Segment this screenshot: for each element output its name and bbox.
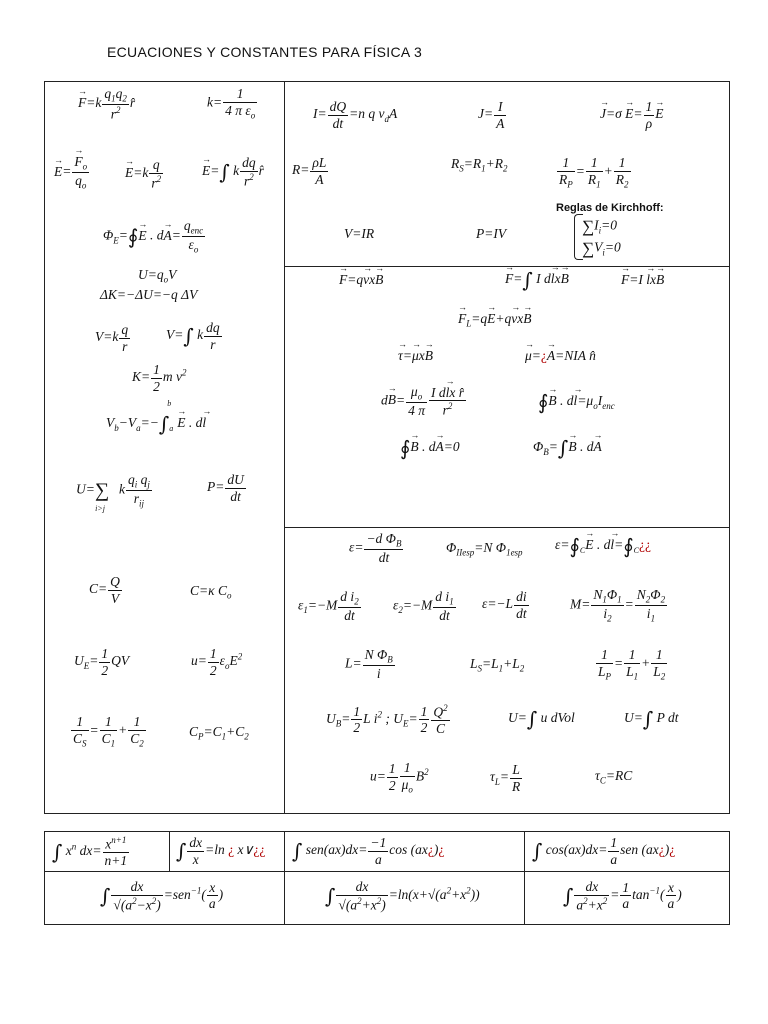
lorentz-force: → $F_L=q\to E+q\to vx\to B$: [458, 312, 532, 329]
integral-sine: ∫ sen(ax)dx= $\frac{-1}{a}$ cos (ax¿)¿: [292, 835, 445, 867]
page-title: ECUACIONES Y CONSTANTES PARA FÍSICA 3: [107, 44, 423, 60]
parallel-inductors: $\frac{1}{L_P}$ = $\frac{1}{L_1}$ + $\frac{1}{L_2}$: [598, 647, 666, 682]
k-constant: k= $\frac{1}{4 \pi \varepsilon_o}$: [207, 86, 256, 121]
parallel-capacitors: $C_P=C_1+C_2$: [189, 724, 249, 742]
potential-energy: $U=q_oV$: [138, 267, 177, 285]
series-resistors: $R_S=R_1+R_2$: [451, 156, 508, 174]
magnetism-divider: [284, 527, 730, 528]
self-emf: ε=−L $\frac{di}{dt}$: [482, 589, 527, 621]
main-column-divider: [284, 81, 285, 814]
integral-arctan: ∫ $\frac{dx}{a^2+x^2}$ = $\frac{1}{a}$ $\tan^{-1}$( $\frac{x}{a}$ ): [563, 879, 682, 913]
field-from-force: → E= → $\frac{F_o}{q_o}$: [54, 154, 90, 191]
stored-energies: $U_B=$ $\frac{1}{2}$ L $i^2$ ; $U_E=$ $\frac{1}{2}$ $\frac{Q^2}{C}$: [326, 703, 448, 737]
integral-power-rule: ∫ $x^n$ dx= $\frac{x^{n+1}}{n+1}$: [52, 835, 128, 869]
energy-integral: U=∫ u dVol: [508, 707, 575, 731]
tau-L: $\tau_L=$ $\frac{L}{R}$: [490, 762, 521, 794]
current: I= $\frac{dQ}{dt}$ =n q $v_dA$: [313, 99, 398, 131]
electric-power: P=IV: [476, 226, 507, 241]
wire-force: → F=I → lx→ B: [621, 273, 664, 287]
coulomb-force: → F=k $\frac{q_1q_2}{r^2}$ r̂: [78, 86, 135, 122]
magnetic-moment: → μ=¿→ A=NIA n̂: [525, 349, 596, 363]
point-field: → E=k $\frac{q}{r^2}$: [125, 157, 164, 191]
power: P= $\frac{dU}{dt}$: [207, 472, 244, 504]
system-energy: $U=\sum_{i>j}k$ $\frac{q_i q_j}{r_{ij}}$: [76, 472, 150, 514]
integral-arcsine: ∫ $\frac{dx}{√(a^2-x^2)}$ =sen$^{-1}$( $\frac{x}{a}$ ): [100, 879, 224, 913]
integrals-col-divider-2: [284, 831, 285, 925]
integral-log-root: ∫ $\frac{dx}{√(a^2+x^2)}$ $=\ln(x+√(a^2+x^2))$: [325, 879, 480, 913]
power-integral: U=∫ P dt: [624, 707, 679, 731]
parallel-resistors: $\frac{1}{R_P}$ = $\frac{1}{R_1}$ + $\frac{1}{R_2}$: [559, 155, 629, 190]
kirchhoff-current: $\sum I_i=0$: [582, 217, 618, 236]
series-capacitors: $\frac{1}{C_S}$ = $\frac{1}{C_1}$ + $\frac{1}{C_2}$: [73, 714, 144, 749]
mutual-emf-2: $\varepsilon_2=-M$ $\frac{d i_1}{dt}$: [393, 589, 454, 624]
integral-potential: V=∫ k $\frac{dq}{r}$: [166, 320, 220, 352]
point-potential: V=k $\frac{q}{r}$: [95, 322, 129, 354]
kirchhoff-label: Reglas de Kirchhoff:: [556, 202, 664, 214]
dielectric: C=κ $C_o$: [190, 583, 232, 601]
mutual-emf-1: $\varepsilon_1=-M$ $\frac{d i_2}{dt}$: [298, 589, 359, 624]
kirchhoff-voltage: $\sum V_i=0$: [582, 239, 621, 258]
magnetic-energy-density: u= $\frac{1}{2}$ $\frac{1}{\mu_o}$ $B^2$: [370, 760, 429, 795]
wire-force-integral: → F=∫ I d→ lx→ B: [505, 270, 569, 290]
integral-cosine: ∫ cos(ax)dx= $\frac{1}{a}$ sen (ax¿)¿: [532, 835, 676, 867]
torque: → τ=→ μx→ B: [398, 349, 433, 363]
integral-field: → E=∫ k $\frac{dq}{r^2}$ r̂: [202, 155, 264, 189]
inductance: L= $\frac{N \Phi_B}{i}$: [345, 647, 393, 682]
integrals-col-divider-1: [169, 831, 170, 871]
potential-difference: $V_b-V_a=-\int_a^b\to E$ . d→ l: [106, 414, 206, 434]
integrals-row-divider: [44, 871, 730, 872]
faraday-law: ε= $\frac{-d \Phi_B}{dt}$: [349, 531, 402, 566]
ohm-micro: → J=σ → E= $\frac{1}{\rho}$ → E: [600, 99, 664, 131]
ampere-law: ∮→ B . $d\to l=\mu_oI_{enc}$: [538, 392, 615, 412]
series-inductors: $L_S=L_1+L_2$: [470, 656, 525, 674]
capacitance: C= $\frac{Q}{V}$: [89, 574, 120, 606]
resistance: R= $\frac{\rho L}{A}$: [292, 155, 327, 187]
capacitor-energy: $U_E=$ $\frac{1}{2}$ QV: [74, 646, 130, 678]
gauss-magnetism: ∮→ B . d→ A=0: [400, 438, 460, 458]
integrals-col-divider-3: [524, 831, 525, 925]
integral-log-rule: ∫ $\frac{dx}{x}$ =ln ¿ x∨¿¿: [176, 835, 266, 867]
tau-C: $\tau_C=RC$: [595, 768, 633, 786]
gauss-law: $\Phi_E=∮\to E$ . d→ A= $\frac{q_{enc}}{\varepsilon_o}$: [103, 218, 206, 255]
ohm-law: V=IR: [344, 226, 375, 241]
biot-savart: d→ B= $\frac{\mu_o}{4 \pi}$ $\frac{\text{I d→ lx r̂}}{r^2}$: [381, 384, 467, 419]
current-density: J= $\frac{I}{A}$: [478, 99, 505, 131]
magnetic-flux: $\Phi_B=\int\to B$ . d→ A: [533, 438, 602, 458]
kinetic-energy: K= $\frac{1}{2}$ m $v^2$: [132, 362, 187, 394]
mutual-inductance: M= $\frac{N_1\Phi_1}{i_2}$ = $\frac{N_2\Phi_2}{i_1}$: [570, 587, 666, 624]
energy-change: ΔK=−ΔU=−q ΔV: [100, 287, 198, 302]
energy-density: u= $\frac{1}{2}$ $\varepsilon_oE^2$: [191, 646, 243, 678]
emf-circulation: $\varepsilon=∮_C\to E$ . $d\to l=∮_C¿¿$: [555, 536, 651, 556]
flux-linkage: $\Phi_{IIesp}=N$ $\Phi_{1esp}$: [446, 540, 523, 558]
charge-force: → F=q→ vx→ B: [339, 273, 383, 287]
